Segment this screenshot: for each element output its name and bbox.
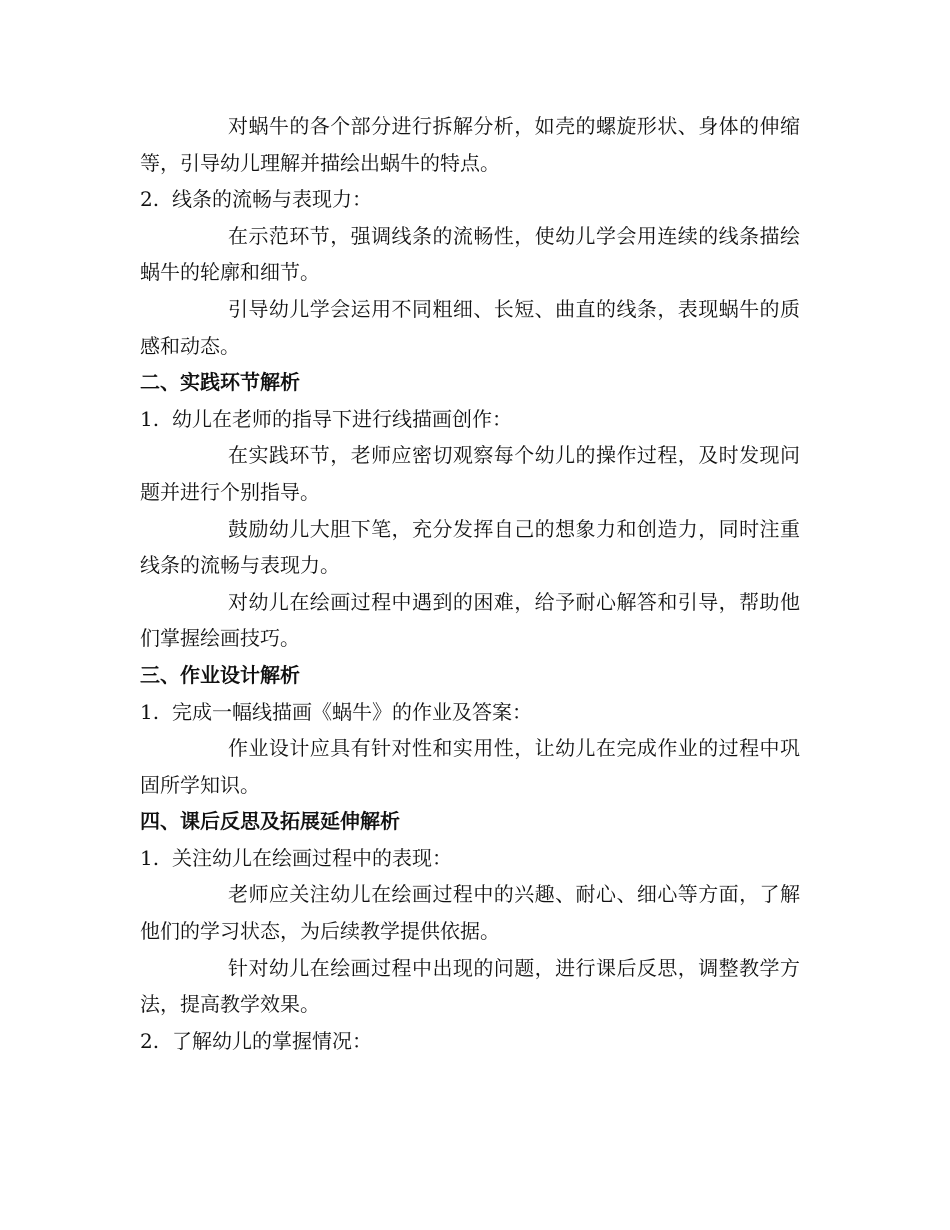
paragraph: 在示范环节，强调线条的流畅性，使幼儿学会用连续的线条描绘蜗牛的轮廓和细节。 [140,223,800,285]
list-item-text: 关注幼儿在绘画过程中的表现： [172,845,452,870]
list-item-number: 1. [140,699,160,724]
list-item [140,1023,800,1060]
paragraph: 引导幼儿学会运用不同粗细、长短、曲直的线条，表现蜗牛的质感和动态。 [140,296,800,358]
section-heading: 四、课后反思及拓展延伸解析 [140,809,400,834]
list-item-text: 线条的流畅与表现力： [172,187,372,212]
paragraph: 在实践环节，老师应密切观察每个幼儿的操作过程，及时发现问题并进行个别指导。 [140,443,800,504]
list-item-text: 了解幼儿的掌握情况： [172,1028,372,1053]
paragraph: 对幼儿在绘画过程中遇到的困难，给予耐心解答和引导，帮助他们掌握绘画技巧。 [140,589,800,651]
paragraph: 作业设计应具有针对性和实用性，让幼儿在完成作业的过程中巩固所学知识。 [140,736,800,797]
section-heading: 二、实践环节解析 [140,370,300,395]
paragraph: 老师应关注幼儿在绘画过程中的兴趣、耐心、细心等方面，了解他们的学习状态，为后续教学提供依据。 [140,882,800,944]
list-item-number: 1. [140,406,160,431]
paragraph: 针对幼儿在绘画过程中出现的问题，进行课后反思，调整教学方法，提高教学效果。 [140,955,800,1017]
list-item-number: 1. [140,845,160,870]
list-item [140,401,800,438]
list-item [140,181,800,218]
section-heading: 三、作业设计解析 [140,662,300,687]
paragraph: 鼓励幼儿大胆下笔，充分发挥自己的想象力和创造力，同时注重线条的流畅与表现力。 [140,516,800,578]
list-item-text: 完成一幅线描画《蜗牛》的作业及答案： [172,699,532,724]
document-body [140,108,800,1059]
list-item [140,840,800,877]
list-item-text: 幼儿在老师的指导下进行线描画创作： [172,406,512,431]
list-item-number: 2. [140,1028,160,1053]
list-item-number: 2. [140,187,160,212]
paragraph: 对蜗牛的各个部分进行拆解分析，如壳的螺旋形状、身体的伸缩等，引导幼儿理解并描绘出蜗牛的特点。 [140,114,800,175]
list-item [140,694,800,731]
